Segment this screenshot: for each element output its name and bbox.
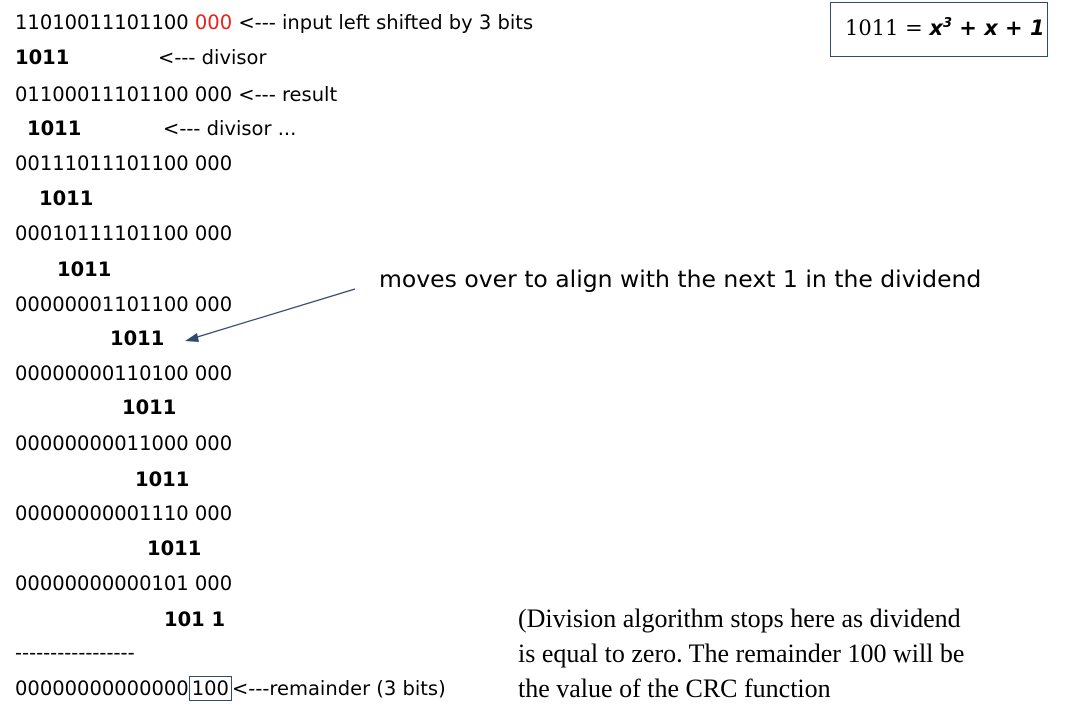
poly-rest: + x + 1 <box>951 16 1045 40</box>
polynomial-binary: 1011 = <box>845 16 930 40</box>
poly-exponent: 3 <box>942 16 952 31</box>
divisor-bits: 1011 <box>39 187 94 210</box>
step-bits: 00000001101100 000 <box>15 293 233 316</box>
arrow-head-icon <box>185 333 199 342</box>
divisor-bits: 1011 <box>110 327 165 350</box>
remainder-comment: <---remainder (3 bits) <box>231 677 446 700</box>
conclusion-note <box>518 601 1058 706</box>
step-bits: 00000000000101 000 <box>15 572 233 595</box>
conclusion-line: is equal to zero. The remainder 100 will be <box>518 639 965 668</box>
conclusion-line: the value of the CRC function <box>518 674 831 703</box>
divisor-comment: <--- divisor <box>158 46 267 69</box>
conclusion-line: (Division algorithm stops here as dividend <box>518 604 961 633</box>
divisor-bits: 1011 <box>27 117 82 140</box>
crc-remainder-box: 100 <box>189 676 232 701</box>
divisor-bits: 1011 <box>122 396 177 419</box>
divisor-bits: 1011 <box>135 468 190 491</box>
step-bits: 00111011101100 000 <box>15 152 233 175</box>
divisor-bits: 1011 <box>147 537 202 560</box>
divisor-bits: 1011 <box>57 258 112 281</box>
step-bits: 00000000110100 000 <box>15 362 233 385</box>
poly-term-x: x <box>929 16 943 40</box>
result-bits: 01100011101100 000 <--- result <box>15 83 338 106</box>
input-bits: 11010011101100 <box>15 11 195 34</box>
alignment-note: moves over to align with the next 1 in the dividend <box>379 265 982 293</box>
step-bits: 00010111101100 000 <box>15 222 233 245</box>
appended-zero-bits: 000 <box>194 11 233 34</box>
final-bits: 00000000000000 <box>15 677 189 700</box>
step-bits: 00000000011000 000 <box>15 432 233 455</box>
arrow-shaft <box>194 289 355 338</box>
divisor-bits: 1011 <box>15 46 70 69</box>
divisor-bits: 101 1 <box>164 608 226 631</box>
input-comment: <--- input left shifted by 3 bits <box>232 11 534 34</box>
divisor-comment: <--- divisor ... <box>163 117 297 140</box>
separator-dashes: ----------------- <box>15 641 135 664</box>
step-bits: 00000000001110 000 <box>15 502 233 525</box>
